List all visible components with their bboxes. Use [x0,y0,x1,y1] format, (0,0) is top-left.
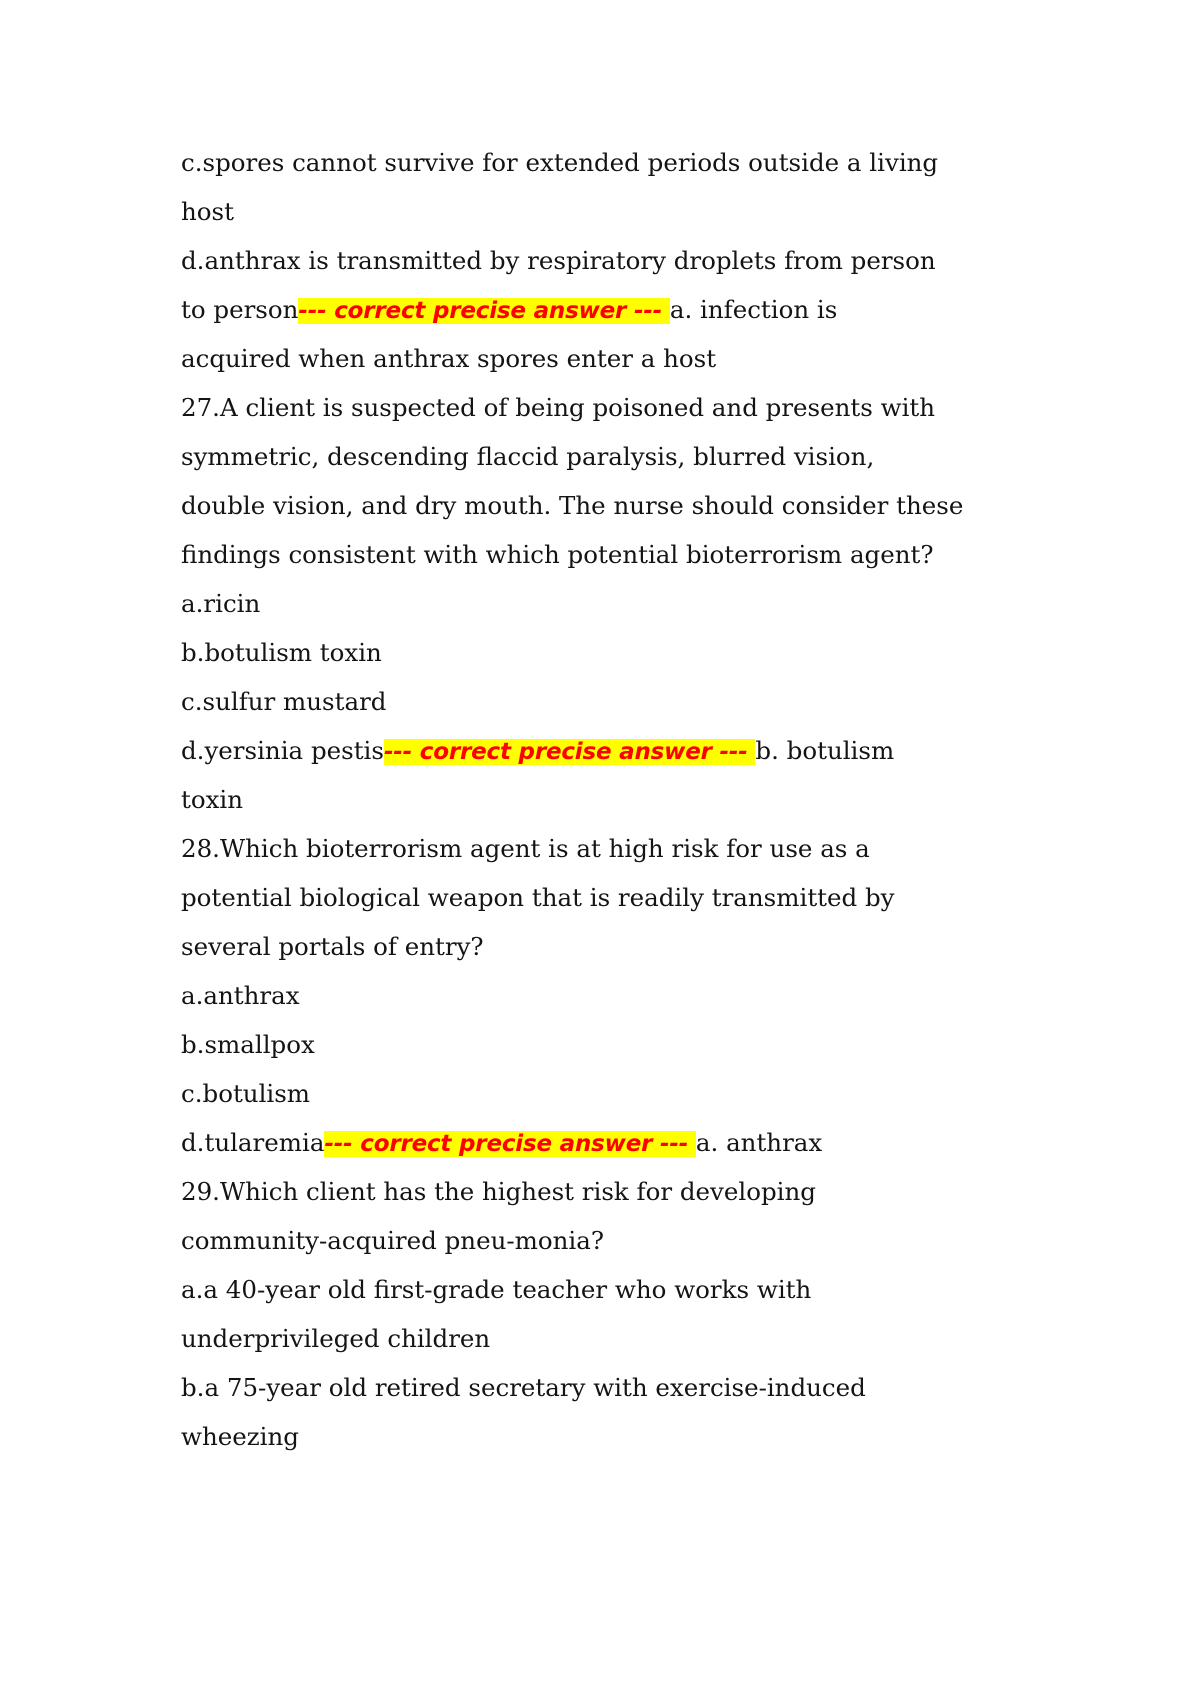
text-line [181,285,1031,334]
option-line: b.a 75-year old retired secretary with exercise-induced [181,1373,866,1402]
text-line: findings consistent with which potential bioterrorism agent? [181,540,934,569]
option-line: c.sulfur mustard [181,687,387,716]
text-line: community-acquired pneu-monia? [181,1226,604,1255]
text-line: potential biological weapon that is readily transmitted by [181,883,895,912]
text-line: host [181,197,234,226]
option-line: b.smallpox [181,1030,315,1059]
line-prefix: d.tularemia [181,1128,325,1157]
text-line [181,1118,1031,1167]
answer-highlight: --- correct precise answer --- [324,1131,696,1157]
option-line: a.anthrax [181,981,300,1010]
text-line: several portals of entry? [181,932,484,961]
option-line: c.botulism [181,1079,311,1108]
question-28: 28.Which bioterrorism agent is at high risk for use as a [181,834,870,863]
line-prefix: d.yersinia pestis [181,736,384,765]
answer-text: a. infection is [669,295,838,324]
question-29: 29.Which client has the highest risk for developing [181,1177,816,1206]
text-line: acquired when anthrax spores enter a host [181,344,717,373]
answer-text: a. anthrax [695,1128,823,1157]
option-line: b.botulism toxin [181,638,382,667]
text-line: double vision, and dry mouth. The nurse should consider these [181,491,964,520]
option-line: a.ricin [181,589,261,618]
text-line: underprivileged children [181,1324,491,1353]
answer-text: b. botulism [755,736,895,765]
answer-highlight: --- correct precise answer --- [383,739,756,765]
text-line: d.anthrax is transmitted by respiratory droplets from person [181,246,936,275]
text-line: symmetric, descending flaccid paralysis, blurred vision, [181,442,875,471]
answer-highlight: --- correct precise answer --- [298,298,670,324]
line-prefix: to person [181,295,299,324]
text-line [181,726,1031,775]
question-27: 27.A client is suspected of being poisoned and presents with [181,393,936,422]
text-line: wheezing [181,1422,299,1451]
text-line: c.spores cannot survive for extended periods outside a living [181,148,939,177]
text-line: toxin [181,785,244,814]
document-text [181,138,1031,1461]
option-line: a.a 40-year old first-grade teacher who works with [181,1275,812,1304]
